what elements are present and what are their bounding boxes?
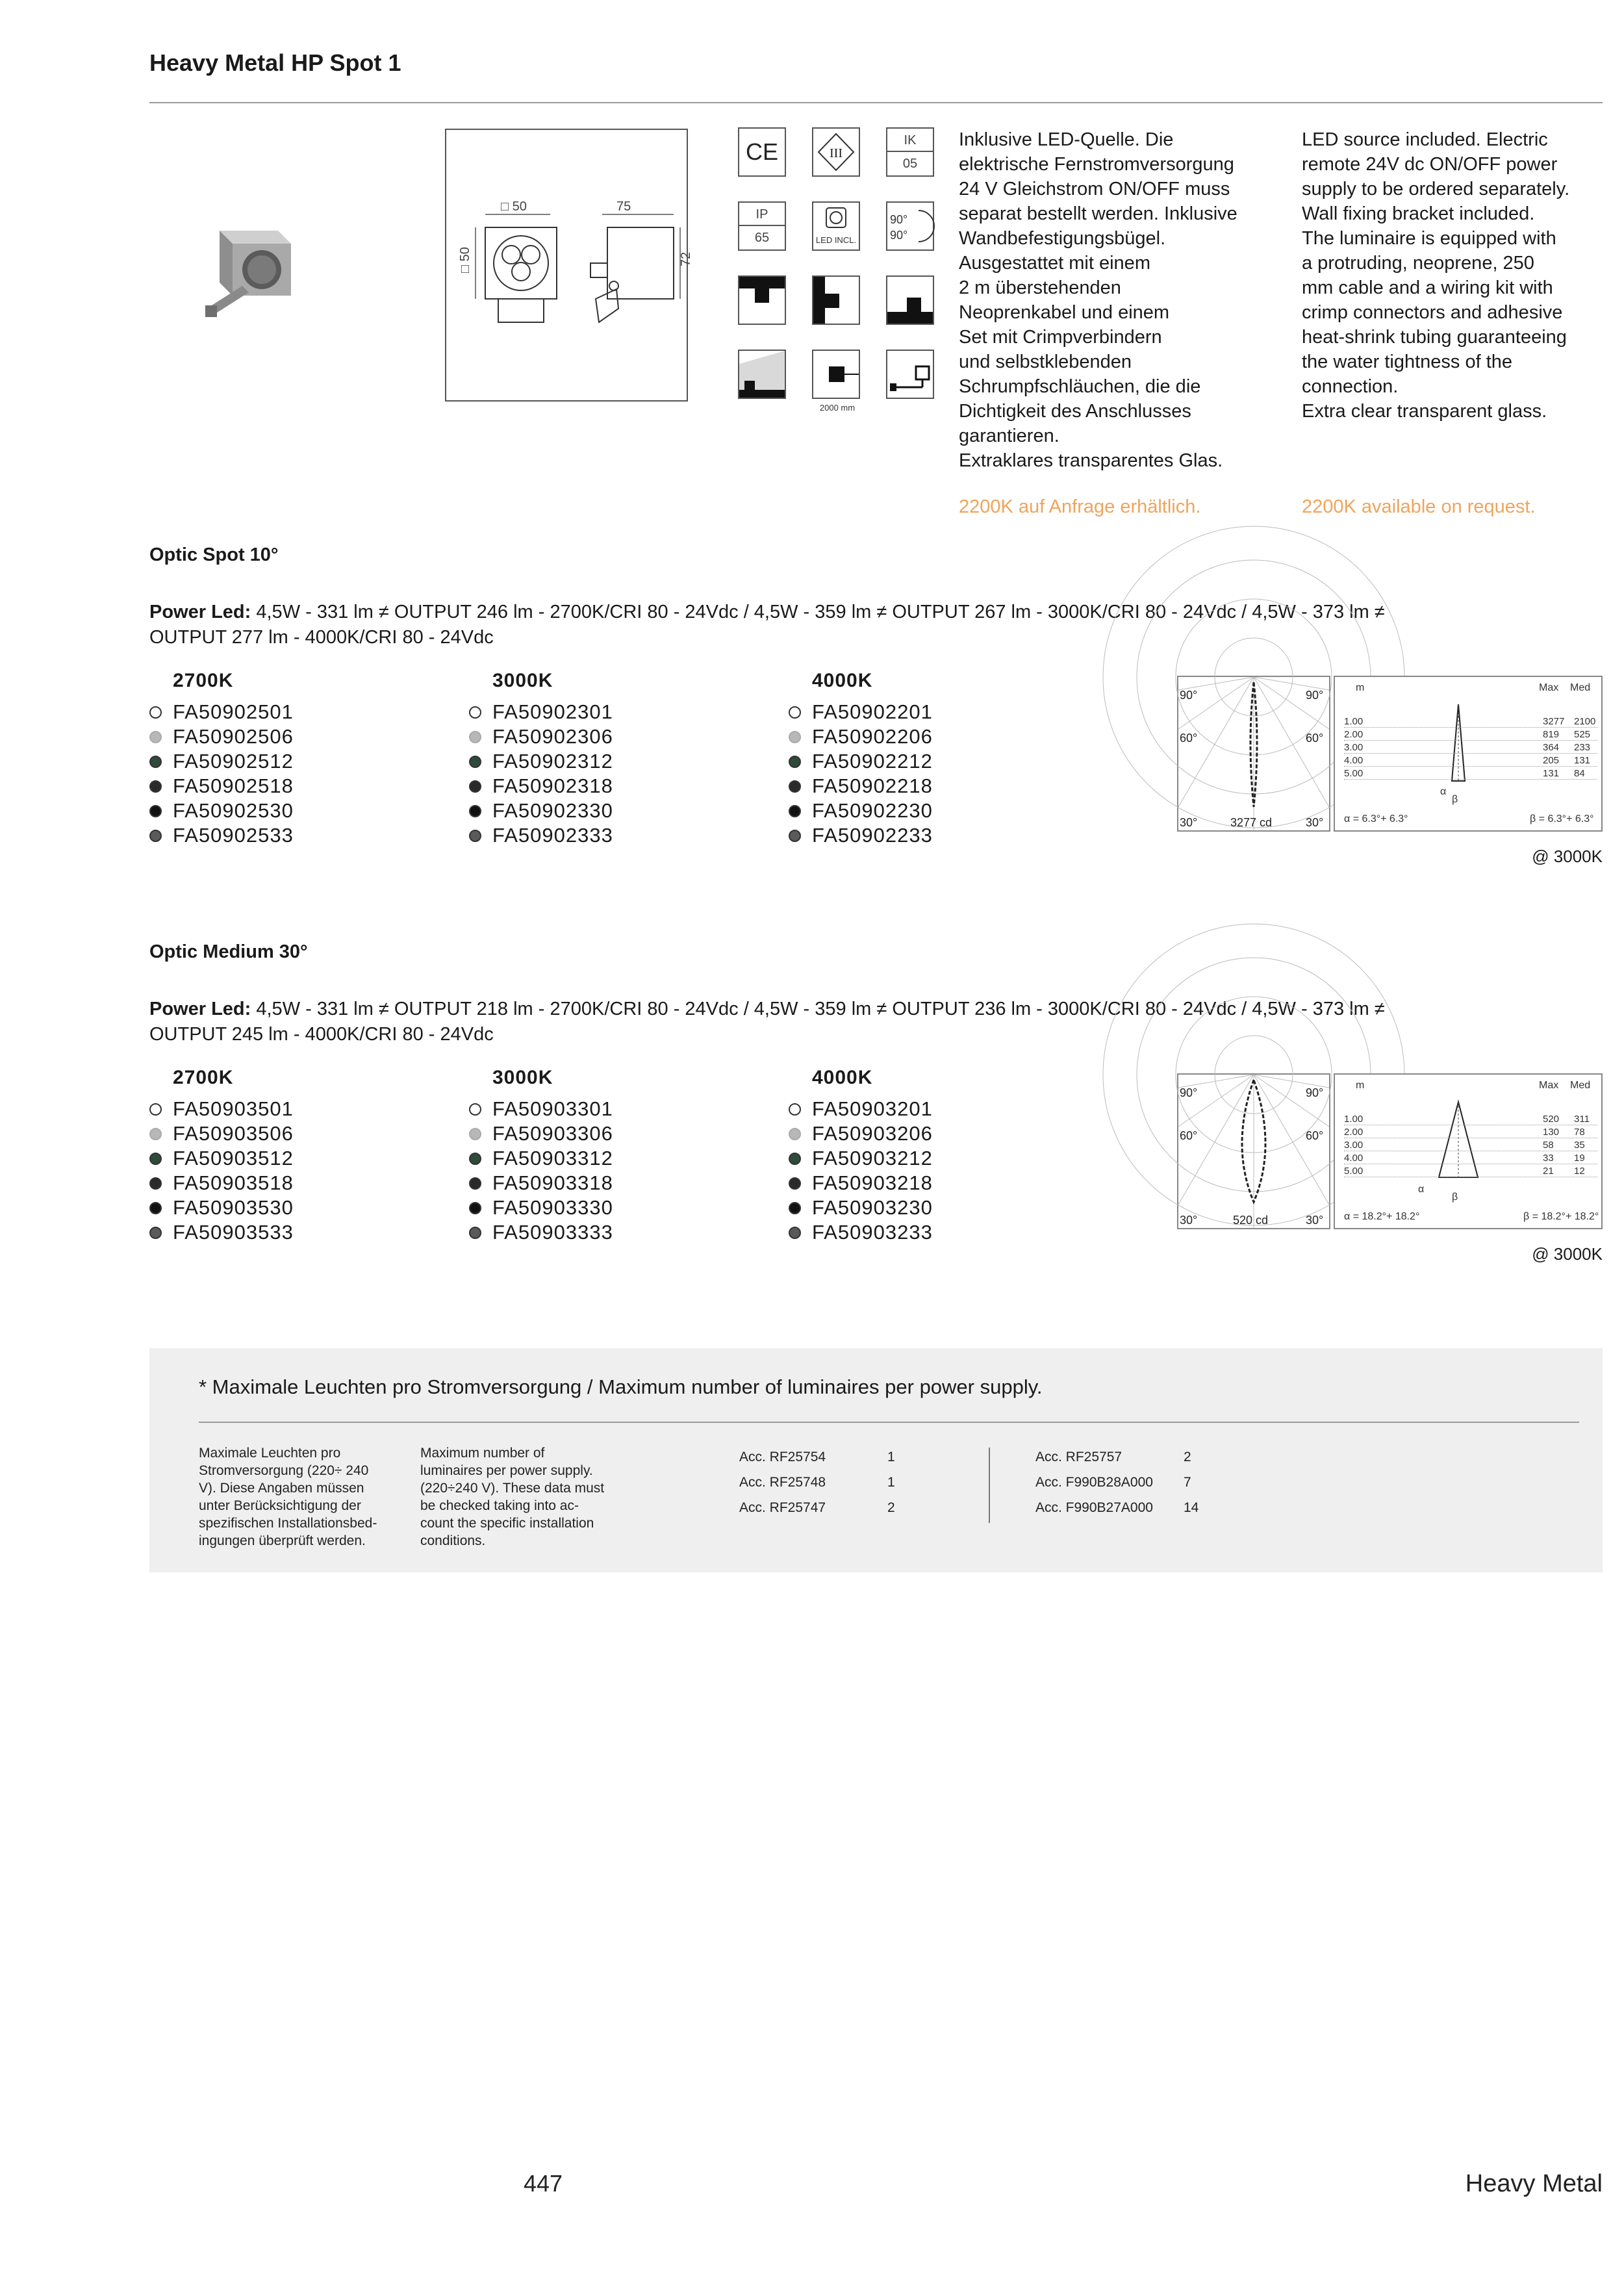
product-code: FA50902530	[173, 799, 294, 822]
power-text: 4,5W - 331 lm ≠ OUTPUT 218 lm - 2700K/CRI 80 - 24Vdc / 4,5W - 359 lm ≠ OUTPUT 236 lm - 3000K/CRI 80 - 24Vdc / 4,5W - 373 lm ≠	[256, 999, 1385, 1019]
accessory-list-left	[739, 1444, 895, 1520]
cone-value: 1.00	[1344, 716, 1364, 727]
cone-rows	[1344, 1112, 1597, 1177]
product-code-item	[469, 798, 613, 823]
cone-row	[1344, 767, 1597, 780]
finish-swatch-icon	[149, 756, 162, 768]
accessory-count: 7	[1184, 1475, 1191, 1490]
text-line: ingungen überprüft werden.	[199, 1533, 366, 1548]
cone-value: 364	[1543, 742, 1560, 753]
finish-swatch-icon	[149, 706, 162, 719]
technical-drawing	[445, 129, 693, 402]
footer-text-de	[199, 1444, 407, 1550]
product-code: FA50903301	[492, 1097, 613, 1120]
svg-text:90°: 90°	[890, 213, 908, 226]
svg-text:90°: 90°	[1306, 1086, 1324, 1099]
svg-text:3277 cd: 3277 cd	[1230, 816, 1273, 829]
page-title: Heavy Metal HP Spot 1	[149, 49, 401, 76]
text-line: The luminaire is equipped with	[1302, 228, 1556, 249]
text-line: connection.	[1302, 376, 1399, 397]
text-line: 2 m überstehenden	[959, 277, 1121, 298]
accessory-code: Acc. F990B27A000	[1035, 1500, 1153, 1515]
product-code: FA50903212	[812, 1147, 933, 1169]
reference-temperature: @ 3000K	[1532, 847, 1603, 866]
cone-row	[1344, 1112, 1597, 1125]
cone-value: 311	[1574, 1114, 1590, 1125]
column-head-2700k: 2700K	[173, 670, 234, 691]
product-code-item	[149, 1121, 294, 1146]
column-head-4000k: 4000K	[812, 670, 873, 691]
product-code: FA50902501	[173, 700, 294, 723]
finish-swatch-icon	[789, 756, 801, 768]
product-code: FA50903501	[173, 1097, 294, 1120]
finish-swatch-icon	[789, 1177, 801, 1190]
finish-swatch-icon	[469, 1177, 481, 1190]
product-code-item	[789, 1171, 933, 1195]
text-line: remote 24V dc ON/OFF power	[1302, 154, 1558, 175]
polar-diagram	[1177, 1073, 1330, 1229]
text-line: Dichtigkeit des Anschlusses	[959, 401, 1191, 422]
svg-text:60°: 60°	[1180, 732, 1198, 745]
svg-text:30°: 30°	[1180, 816, 1198, 829]
accessory-count: 2	[887, 1500, 895, 1515]
dim-height: 72	[679, 251, 693, 266]
text-line: a protruding, neoprene, 250	[1302, 253, 1534, 274]
cone-value: 21	[1543, 1166, 1554, 1177]
cone-value: 3.00	[1344, 742, 1364, 753]
svg-text:90°: 90°	[1180, 1086, 1198, 1099]
power-label: Power Led:	[149, 602, 251, 622]
product-code: FA50903218	[812, 1171, 933, 1194]
text-line: Schrumpfschläuchen, die die	[959, 376, 1201, 397]
product-code-item	[469, 700, 613, 724]
accessory-code: Acc. F990B28A000	[1035, 1475, 1153, 1490]
cone-value: 4.00	[1344, 1153, 1364, 1164]
svg-text:30°: 30°	[1306, 816, 1324, 829]
product-code: FA50902301	[492, 700, 613, 723]
finish-swatch-icon	[789, 1153, 801, 1165]
finish-swatch-icon	[149, 1153, 162, 1165]
cone-value: 2100	[1574, 716, 1596, 727]
finish-swatch-icon	[469, 830, 481, 842]
cone-value: 131	[1574, 755, 1591, 766]
product-code-item	[149, 774, 294, 798]
cone-value: 819	[1543, 729, 1560, 740]
cone-row	[1344, 728, 1597, 741]
product-code: FA50903533	[173, 1221, 294, 1244]
product-code-item	[469, 1195, 613, 1220]
product-code: FA50902506	[173, 725, 294, 748]
accessory-count: 1	[887, 1450, 895, 1464]
text-line: conditions.	[420, 1533, 486, 1548]
cone-value: 12	[1574, 1166, 1585, 1177]
product-code: FA50903306	[492, 1122, 613, 1145]
finish-swatch-icon	[149, 830, 162, 842]
section-title: Optic Spot 10°	[149, 544, 279, 565]
ce-icon	[738, 127, 786, 177]
text-line: garantieren.	[959, 426, 1059, 446]
svg-text:III: III	[830, 146, 843, 160]
cone-value: 58	[1543, 1140, 1554, 1151]
dim-square-w: □ 50	[501, 199, 527, 214]
text-line: heat-shrink tubing guaranteeing	[1302, 327, 1567, 348]
power-label: Power Led:	[149, 999, 251, 1019]
text-line: Wall fixing bracket included.	[1302, 203, 1535, 224]
finish-swatch-icon	[789, 830, 801, 842]
text-line: Maximale Leuchten pro	[199, 1446, 341, 1461]
accessory-row	[739, 1495, 895, 1520]
text-line: Maximum number of	[420, 1446, 545, 1461]
product-code: FA50902206	[812, 725, 933, 748]
column-head-3000k: 3000K	[492, 670, 553, 691]
product-code: FA50902333	[492, 824, 613, 847]
text-line: luminaires per power supply.	[420, 1463, 593, 1478]
light-direction-icon	[738, 350, 786, 399]
text-line: separat bestellt werden. Inklusive	[959, 203, 1237, 224]
cone-value: 33	[1543, 1153, 1554, 1164]
svg-text:520 cd: 520 cd	[1233, 1214, 1269, 1227]
cone-value: 2.00	[1344, 729, 1364, 740]
text-line: Stromversorgung (220÷ 240	[199, 1463, 369, 1478]
product-code-item	[789, 774, 933, 798]
finish-swatch-icon	[149, 1227, 162, 1239]
text-line: LED source included. Electric	[1302, 129, 1548, 150]
footer-divider	[199, 1422, 1579, 1423]
finish-swatch-icon	[469, 1227, 481, 1239]
finish-swatch-icon	[469, 1202, 481, 1214]
accessory-row	[739, 1444, 895, 1470]
product-code: FA50903506	[173, 1122, 294, 1145]
cone-value: 131	[1543, 768, 1560, 779]
cone-row	[1344, 741, 1597, 754]
code-list-2700k	[149, 700, 294, 848]
product-code: FA50902230	[812, 799, 933, 822]
svg-text:30°: 30°	[1180, 1214, 1198, 1227]
svg-text:LED INCL.: LED INCL.	[815, 235, 857, 245]
text-line: Inklusive LED-Quelle. Die	[959, 129, 1174, 150]
svg-text:90°: 90°	[890, 229, 908, 242]
description-en	[1302, 127, 1614, 424]
product-code-item	[149, 1195, 294, 1220]
product-code-item	[789, 749, 933, 774]
power-text: 4,5W - 331 lm ≠ OUTPUT 246 lm - 2700K/CRI 80 - 24Vdc / 4,5W - 359 lm ≠ OUTPUT 267 lm - 3000K/CRI 80 - 24Vdc / 4,5W - 373 lm ≠	[256, 602, 1385, 622]
request-note-en: 2200K available on request.	[1302, 496, 1536, 517]
text-line: Set mit Crimpverbindern	[959, 327, 1162, 348]
code-list-3000k	[469, 700, 613, 848]
cone-value: 4.00	[1344, 755, 1364, 766]
text-line: supply to be ordered separately.	[1302, 179, 1570, 199]
code-list-4000k	[789, 700, 933, 848]
mounting-wall-icon	[812, 275, 860, 325]
cone-value: 525	[1574, 729, 1591, 740]
power-text-2: OUTPUT 277 lm - 4000K/CRI 80 - 24Vdc	[149, 627, 494, 648]
product-code-item	[469, 1121, 613, 1146]
finish-swatch-icon	[469, 1128, 481, 1140]
product-code-item	[149, 1146, 294, 1171]
product-code-item	[469, 823, 613, 848]
product-photo	[194, 224, 304, 322]
request-note-de: 2200K auf Anfrage erhältlich.	[959, 496, 1201, 517]
product-code-item	[149, 1171, 294, 1195]
text-line: elektrische Fernstromversorgung	[959, 154, 1234, 175]
product-code: FA50902233	[812, 824, 933, 847]
finish-swatch-icon	[789, 780, 801, 793]
rotation-icon	[886, 201, 934, 251]
product-code: FA50903333	[492, 1221, 613, 1244]
cone-value: 5.00	[1344, 1166, 1364, 1177]
power-supply-box	[149, 1348, 1603, 1572]
finish-swatch-icon	[149, 731, 162, 743]
reference-temperature: @ 3000K	[1532, 1244, 1603, 1264]
product-code-item	[149, 1097, 294, 1121]
column-head-3000k: 3000K	[492, 1067, 553, 1088]
product-code-item	[149, 724, 294, 749]
product-code: FA50903518	[173, 1171, 294, 1194]
cone-value: 520	[1543, 1114, 1560, 1125]
cone-diagram: m Max Med α β 1.00 520 311 2.00 130 78 3.00 58 35 4.00 33 19 5.00 21 12 α = 18.2°+ 18.2° β = 18.2°+ 18.2°	[1334, 1073, 1603, 1229]
cable-icon	[886, 350, 934, 399]
text-line: Extra clear transparent glass.	[1302, 401, 1547, 422]
polar-diagram	[1177, 676, 1330, 832]
accessory-row	[1035, 1470, 1199, 1495]
cone-diagram: m Max Med α β 1.00 3277 2100 2.00 819 525 3.00 364 233 4.00 205 131 5.00 131 84 α = 6.3°+ 6.3° β = 6.3°+ 6.3°	[1334, 676, 1603, 832]
finish-swatch-icon	[789, 1202, 801, 1214]
ik-rating-icon: IK 05	[886, 127, 934, 177]
cone-value: 78	[1574, 1127, 1585, 1138]
finish-swatch-icon	[469, 805, 481, 817]
product-code-item	[469, 774, 613, 798]
accessory-code: Acc. RF25754	[739, 1450, 826, 1464]
finish-swatch-icon	[789, 805, 801, 817]
cone-value: 2.00	[1344, 1127, 1364, 1138]
text-line: Ausgestattet mit einem	[959, 253, 1150, 274]
svg-text:60°: 60°	[1306, 1129, 1324, 1142]
column-head-4000k: 4000K	[812, 1067, 873, 1088]
finish-swatch-icon	[469, 756, 481, 768]
section-title: Optic Medium 30°	[149, 941, 308, 962]
finish-swatch-icon	[789, 1128, 801, 1140]
page-number: 447	[524, 2170, 563, 2197]
text-line: Wandbefestigungsbügel.	[959, 228, 1166, 249]
product-code: FA50903512	[173, 1147, 294, 1169]
ip-rating-icon: IP 65	[738, 201, 786, 251]
text-line: Extraklares transparentes Glas.	[959, 450, 1223, 471]
code-list-2700k	[149, 1097, 294, 1245]
cone-value: 3.00	[1344, 1140, 1364, 1151]
product-code: FA50903233	[812, 1221, 933, 1244]
product-code: FA50903230	[812, 1196, 933, 1219]
text-line: V). Diese Angaben müssen	[199, 1481, 364, 1496]
cable-length-label: 2000 mm	[819, 403, 856, 413]
cone-row	[1344, 1138, 1597, 1151]
product-code: FA50902533	[173, 824, 294, 847]
text-line: und selbstklebenden	[959, 351, 1132, 372]
product-code: FA50902518	[173, 774, 294, 797]
product-code-item	[789, 798, 933, 823]
accessory-divider	[989, 1448, 990, 1523]
product-code: FA50903201	[812, 1097, 933, 1120]
cone-value: 84	[1574, 768, 1585, 779]
product-code: FA50902201	[812, 700, 933, 723]
product-code: FA50903206	[812, 1122, 933, 1145]
text-line: be checked taking into ac-	[420, 1498, 579, 1513]
text-line: crimp connectors and adhesive	[1302, 302, 1563, 323]
accessory-code: Acc. RF25748	[739, 1475, 826, 1490]
accessory-list-right	[1035, 1444, 1199, 1520]
svg-text:90°: 90°	[1180, 689, 1198, 702]
finish-swatch-icon	[469, 731, 481, 743]
text-line: the water tightness of the	[1302, 351, 1513, 372]
cone-row	[1344, 1164, 1597, 1177]
power-spec	[149, 600, 1579, 650]
product-code-item	[469, 1220, 613, 1245]
footer-text-en	[420, 1444, 628, 1550]
product-code-item	[789, 700, 933, 724]
svg-text:90°: 90°	[1306, 689, 1324, 702]
svg-text:30°: 30°	[1306, 1214, 1324, 1227]
code-list-4000k	[789, 1097, 933, 1245]
product-code: FA50902306	[492, 725, 613, 748]
product-code: FA50903318	[492, 1171, 613, 1194]
product-code-item	[149, 749, 294, 774]
product-code: FA50902330	[492, 799, 613, 822]
finish-swatch-icon	[149, 1177, 162, 1190]
accessory-count: 2	[1184, 1450, 1191, 1464]
product-code: FA50903312	[492, 1147, 613, 1169]
text-line: 24 V Gleichstrom ON/OFF muss	[959, 179, 1230, 199]
finish-swatch-icon	[789, 1103, 801, 1116]
product-code-item	[149, 1220, 294, 1245]
surface-mount-icon	[812, 350, 860, 399]
product-code-item	[149, 823, 294, 848]
product-code-item	[789, 1220, 933, 1245]
svg-text:CE: CE	[745, 138, 779, 165]
finish-swatch-icon	[469, 1103, 481, 1116]
finish-swatch-icon	[469, 1153, 481, 1165]
accessory-count: 1	[887, 1475, 895, 1490]
finish-swatch-icon	[469, 706, 481, 719]
product-code-item	[789, 1121, 933, 1146]
finish-swatch-icon	[149, 780, 162, 793]
cone-value: 233	[1574, 742, 1591, 753]
title-divider	[149, 102, 1603, 103]
cone-rows	[1344, 715, 1597, 780]
page-brand: Heavy Metal	[1465, 2170, 1603, 2197]
product-code-item	[469, 1097, 613, 1121]
cone-value: 205	[1543, 755, 1560, 766]
accessory-row	[739, 1470, 895, 1495]
power-text-2: OUTPUT 245 lm - 4000K/CRI 80 - 24Vdc	[149, 1024, 494, 1045]
power-spec	[149, 997, 1579, 1047]
finish-swatch-icon	[469, 780, 481, 793]
product-code-item	[469, 724, 613, 749]
cone-row	[1344, 715, 1597, 728]
product-code: FA50903530	[173, 1196, 294, 1219]
cone-value: 130	[1543, 1127, 1560, 1138]
accessory-code: Acc. RF25747	[739, 1500, 826, 1515]
finish-swatch-icon	[149, 1103, 162, 1116]
product-code-item	[149, 700, 294, 724]
dim-square-h: □ 50	[458, 247, 472, 273]
column-head-2700k: 2700K	[173, 1067, 234, 1088]
product-code-item	[469, 749, 613, 774]
product-code: FA50902512	[173, 750, 294, 773]
finish-swatch-icon	[149, 805, 162, 817]
finish-swatch-icon	[149, 1128, 162, 1140]
cone-value: 35	[1574, 1140, 1585, 1151]
text-line: spezifischen Installationsbed-	[199, 1516, 377, 1531]
product-code-item	[789, 1146, 933, 1171]
led-included-icon	[812, 201, 860, 251]
accessory-row	[1035, 1444, 1199, 1470]
product-code-item	[469, 1146, 613, 1171]
finish-swatch-icon	[149, 1202, 162, 1214]
product-code-item	[789, 823, 933, 848]
accessory-code: Acc. RF25757	[1035, 1450, 1123, 1464]
finish-swatch-icon	[789, 731, 801, 743]
cone-row	[1344, 1125, 1597, 1138]
text-line: (220÷240 V). These data must	[420, 1481, 605, 1496]
product-code: FA50902318	[492, 774, 613, 797]
mounting-ceiling-icon	[738, 275, 786, 325]
cone-value: 1.00	[1344, 1114, 1364, 1125]
power-supply-note: * Maximale Leuchten pro Stromversorgung / Maximum number of luminaires per power supply.	[199, 1375, 1043, 1398]
cone-value: 5.00	[1344, 768, 1364, 779]
product-code: FA50902218	[812, 774, 933, 797]
description-de	[959, 127, 1271, 473]
product-code: FA50902312	[492, 750, 613, 773]
cone-value: 19	[1574, 1153, 1585, 1164]
code-list-3000k	[469, 1097, 613, 1245]
cone-row	[1344, 754, 1597, 767]
product-code-item	[149, 798, 294, 823]
product-code-item	[789, 1195, 933, 1220]
text-line: unter Berücksichtigung der	[199, 1498, 361, 1513]
text-line: mm cable and a wiring kit with	[1302, 277, 1553, 298]
svg-text:60°: 60°	[1306, 732, 1324, 745]
text-line: count the specific installation	[420, 1516, 594, 1531]
accessory-row	[1035, 1495, 1199, 1520]
finish-swatch-icon	[789, 1227, 801, 1239]
product-code-item	[789, 1097, 933, 1121]
svg-text:60°: 60°	[1180, 1129, 1198, 1142]
product-code-item	[469, 1171, 613, 1195]
product-code: FA50902212	[812, 750, 933, 773]
product-code: FA50903330	[492, 1196, 613, 1219]
cone-value: 3277	[1543, 716, 1565, 727]
dim-length: 75	[616, 199, 631, 214]
text-line: Neoprenkabel und einem	[959, 302, 1170, 323]
product-code-item	[789, 724, 933, 749]
cone-row	[1344, 1151, 1597, 1164]
mounting-floor-icon	[886, 275, 934, 325]
accessory-count: 14	[1184, 1500, 1199, 1515]
finish-swatch-icon	[789, 706, 801, 719]
class-iii-icon	[812, 127, 860, 177]
